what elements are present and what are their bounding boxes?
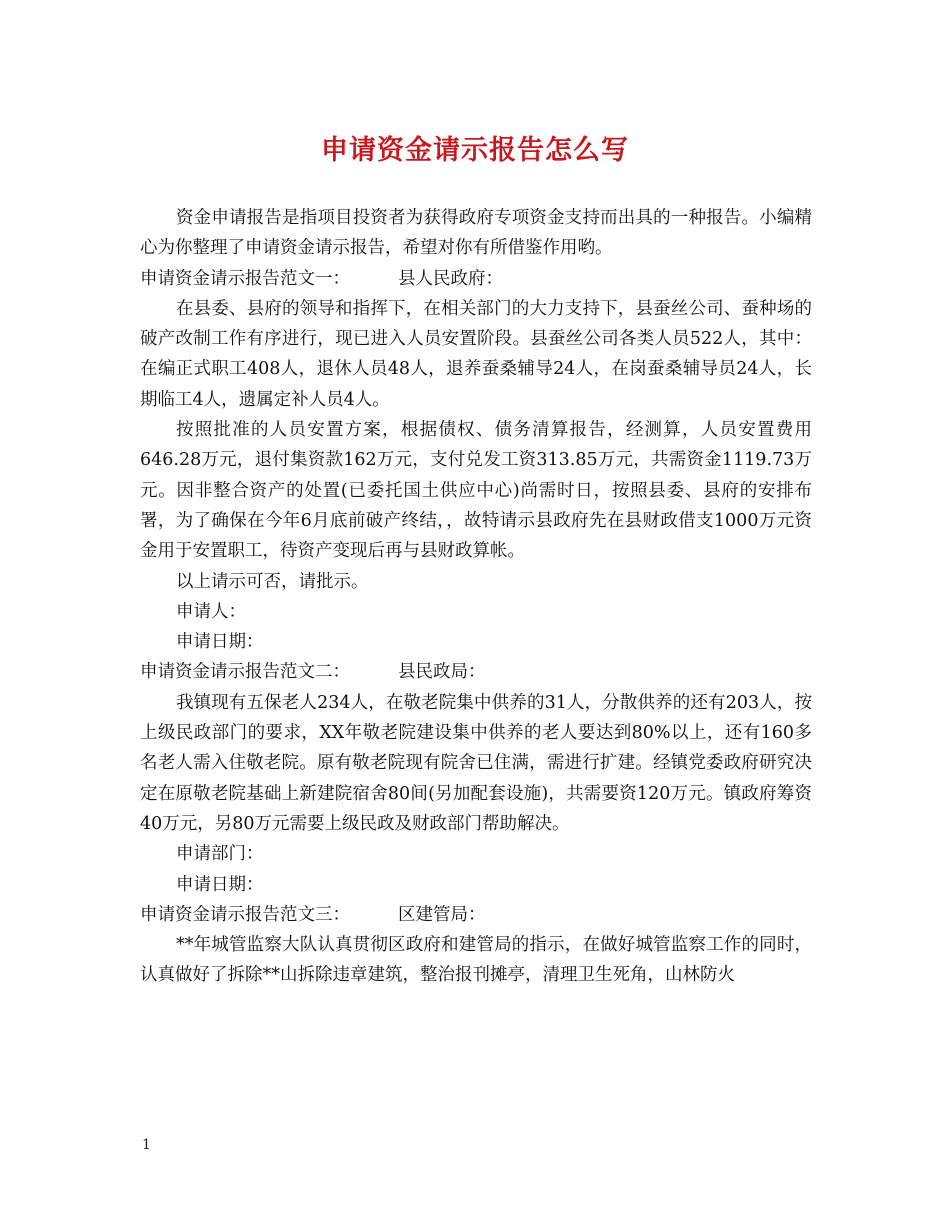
sample3-addressee: 区建管局： [398, 904, 486, 925]
sample1-addressee: 县人民政府： [398, 268, 503, 289]
sample1-date-label: 申请日期： [176, 632, 264, 653]
sample2-department-label: 申请部门： [176, 844, 264, 865]
sample1-heading-line [140, 264, 812, 294]
sample3-paragraph-1: **年城管监察大队认真贯彻区政府和建管局的指示，在做好城管监察工作的同时，认真做好了拆除**山拆除违章建筑，整治报刊摊亭，清理卫生死角，山林防火 [140, 935, 812, 986]
document-body [140, 203, 812, 991]
sample1-applicant-label: 申请人： [176, 601, 246, 622]
document-title: 申请资金请示报告怎么写 [321, 135, 629, 166]
sample2-date-label: 申请日期： [176, 874, 264, 895]
sample2-heading-line [140, 657, 812, 687]
sample1-paragraph-1: 在县委、县府的领导和指挥下，在相关部门的大力支持下，县蚕丝公司、蚕种场的破产改制工作有序进行，现已进入人员安置阶段。县蚕丝公司各类人员522人，其中：在编正式职工408人，退休人员48人，退养蚕桑辅导24人，在岗蚕桑辅导员24人，长期临工4人，遗属定补人员4人。 [140, 298, 812, 410]
sample2-heading: 申请资金请示报告范文二： [140, 662, 350, 683]
sample3-heading: 申请资金请示报告范文三： [140, 904, 350, 925]
page-number: 1 [142, 1137, 151, 1153]
sample2-addressee: 县民政局： [398, 662, 486, 683]
sample1-heading: 申请资金请示报告范文一： [140, 268, 350, 289]
intro-paragraph: 资金申请报告是指项目投资者为获得政府专项资金支持而出具的一种报告。小编精心为你整理了申请资金请示报告，希望对你有所借鉴作用哟。 [140, 208, 812, 259]
sample3-heading-line [140, 900, 812, 930]
sample1-paragraph-2: 按照批准的人员安置方案，根据债权、债务清算报告，经测算，人员安置费用646.28万元，退付集资款162万元，支付兑发工资313.85万元，共需资金1119.73万元。因非整合资产的处置(已委托国土供应中心)尚需时日，按照县委、县府的安排布署，为了确保在今年6月底前破产终结，，故特请示县政府先在县财政借支1000万元资金用于安置职工，待资产变现后再与县财政算帐。 [140, 420, 812, 562]
sample2-paragraph-1: 我镇现有五保老人234人，在敬老院集中供养的31人，分散供养的还有203人，按上级民政部门的要求，XX年敬老院建设集中供养的老人要达到80%以上，还有160多名老人需入住敬老院。原有敬老院现有院舍已住满，需进行扩建。经镇党委政府研究决定在原敬老院基础上新建院宿舍80间(另加配套设施)，共需要资120万元。镇政府筹资40万元，另80万元需要上级民政及财政部门帮助解决。 [140, 692, 812, 834]
sample1-paragraph-3: 以上请示可否，请批示。 [176, 571, 369, 592]
